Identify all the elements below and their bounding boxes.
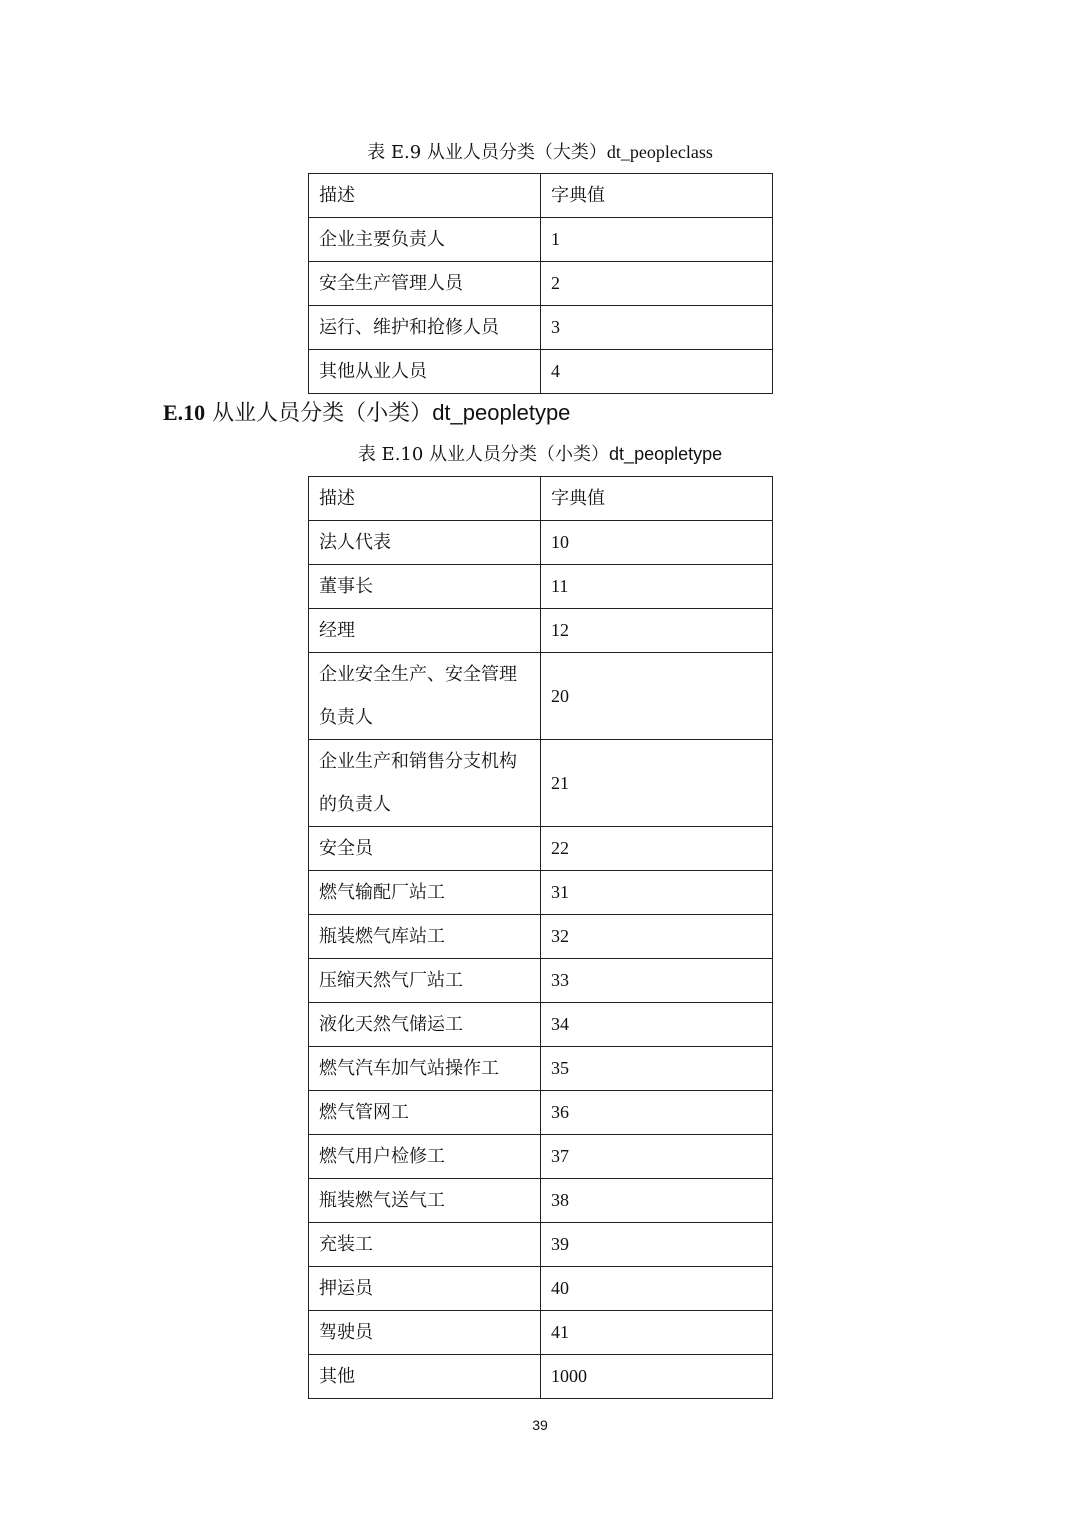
cell-description: 瓶装燃气库站工: [309, 915, 541, 959]
cell-description: 运行、维护和抢修人员: [309, 306, 541, 350]
cell-value: 40: [541, 1267, 773, 1311]
cell-value: 31: [541, 871, 773, 915]
page-number: 39: [532, 1417, 548, 1433]
cell-description: 燃气汽车加气站操作工: [309, 1047, 541, 1091]
table-row: [309, 740, 773, 827]
cell-value: 3: [541, 306, 773, 350]
cell-description: 充装工: [309, 1223, 541, 1267]
header-cell-description: 描述: [309, 477, 541, 521]
table-e9-caption: [0, 141, 1080, 164]
cell-value: 36: [541, 1091, 773, 1135]
table-header-row: [309, 477, 773, 521]
section-number: E.10: [163, 400, 206, 425]
table-row: [309, 609, 773, 653]
cell-description: 液化天然气储运工: [309, 1003, 541, 1047]
cell-description: 其他: [309, 1355, 541, 1399]
cell-description: 压缩天然气厂站工: [309, 959, 541, 1003]
cell-description: 驾驶员: [309, 1311, 541, 1355]
table-row: [309, 218, 773, 262]
cell-description: 其他从业人员: [309, 350, 541, 394]
header-cell-value: 字典值: [541, 174, 773, 218]
table-row: [309, 827, 773, 871]
section-title: 从业人员分类（小类）: [205, 401, 433, 426]
table-e9-caption-text: 表 E.9 从业人员分类（大类）: [367, 142, 607, 163]
table-e10-caption-code: dt_peopletype: [609, 444, 723, 464]
cell-description: 燃气输配厂站工: [309, 871, 541, 915]
cell-description: 企业安全生产、安全管理负责人: [309, 653, 541, 740]
header-cell-value: 字典值: [541, 477, 773, 521]
cell-value: 38: [541, 1179, 773, 1223]
cell-value: 2: [541, 262, 773, 306]
cell-value: 1000: [541, 1355, 773, 1399]
cell-value: 12: [541, 609, 773, 653]
table-row: [309, 653, 773, 740]
table-e9: [308, 173, 773, 394]
table-row: [309, 306, 773, 350]
cell-value: 32: [541, 915, 773, 959]
cell-description: 燃气用户检修工: [309, 1135, 541, 1179]
cell-value: 35: [541, 1047, 773, 1091]
table-e10-caption: [0, 443, 1080, 466]
cell-description: 企业生产和销售分支机构的负责人: [309, 740, 541, 827]
table-row: [309, 1311, 773, 1355]
table-row: [309, 1091, 773, 1135]
table-e10-body: [309, 477, 773, 1399]
table-row: [309, 350, 773, 394]
table-row: [309, 1267, 773, 1311]
section-code: dt_peopletype: [432, 400, 571, 425]
cell-value: 33: [541, 959, 773, 1003]
cell-value: 39: [541, 1223, 773, 1267]
cell-value: 4: [541, 350, 773, 394]
table-row: [309, 959, 773, 1003]
table-row: [309, 915, 773, 959]
table-row: [309, 871, 773, 915]
cell-value: 20: [541, 653, 773, 740]
cell-description: 燃气管网工: [309, 1091, 541, 1135]
table-row: [309, 1047, 773, 1091]
table-e9-caption-code: dt_peopleclass: [606, 142, 713, 162]
table-e9-body: [309, 174, 773, 394]
table-e10: [308, 476, 773, 1399]
table-row: [309, 262, 773, 306]
cell-value: 41: [541, 1311, 773, 1355]
cell-value: 21: [541, 740, 773, 827]
cell-description: 董事长: [309, 565, 541, 609]
section-heading-e10: [163, 400, 570, 427]
cell-value: 10: [541, 521, 773, 565]
table-row: [309, 521, 773, 565]
cell-description: 瓶装燃气送气工: [309, 1179, 541, 1223]
table-row: [309, 1355, 773, 1399]
table-header-row: [309, 174, 773, 218]
table-e10-caption-text: 表 E.10 从业人员分类（小类）: [357, 444, 610, 465]
table-row: [309, 1223, 773, 1267]
cell-value: 11: [541, 565, 773, 609]
cell-description: 经理: [309, 609, 541, 653]
cell-description: 企业主要负责人: [309, 218, 541, 262]
table-row: [309, 565, 773, 609]
cell-description: 安全员: [309, 827, 541, 871]
cell-value: 37: [541, 1135, 773, 1179]
table-row: [309, 1135, 773, 1179]
table-row: [309, 1179, 773, 1223]
cell-value: 22: [541, 827, 773, 871]
cell-description: 安全生产管理人员: [309, 262, 541, 306]
cell-description: 法人代表: [309, 521, 541, 565]
table-row: [309, 1003, 773, 1047]
header-cell-description: 描述: [309, 174, 541, 218]
cell-value: 1: [541, 218, 773, 262]
cell-description: 押运员: [309, 1267, 541, 1311]
cell-value: 34: [541, 1003, 773, 1047]
